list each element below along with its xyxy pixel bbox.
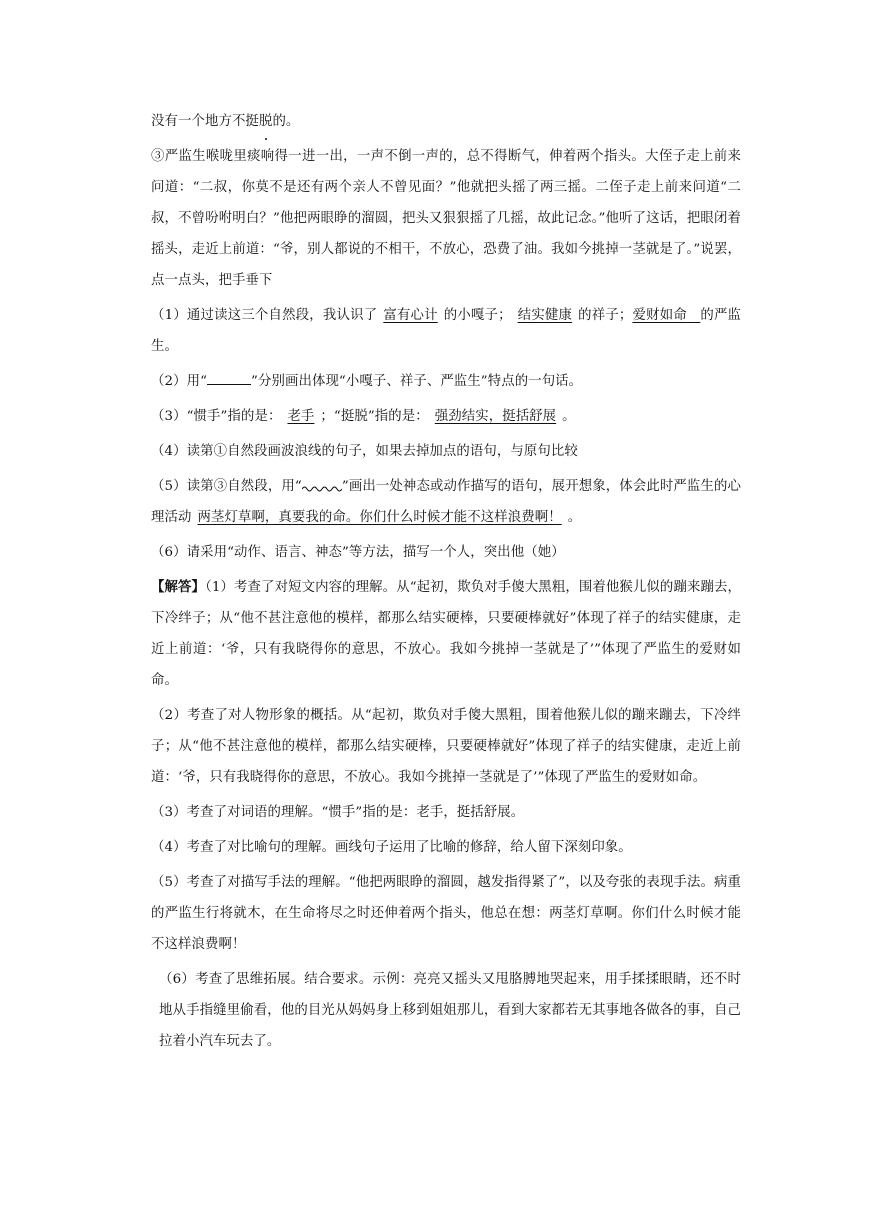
question-3 (151, 401, 741, 432)
answer-2: （2）考查了对人物形象的概括。从“起初，欺负对手傻大黑粗，围着他猴儿似的蹦来蹦去，下冷绊子；从“他不甚注意他的模样，都那么结实硬棒，只要硬棒就好”体现了祥子的结实健康，走近上前道：‘爷，只有我晓得你的意思，不放心。我如今挑掉一茎就是了’”体现了严监生的爱财如命。 (151, 708, 741, 785)
answer-3: （3）考查了对词语的理解。“惯手”指的是：老手，挺括舒展。 (151, 805, 525, 820)
question-2 (151, 366, 741, 397)
answer-6: （6）考查了思维拓展。结合要求。示例：亮亮又摇头又甩胳膊地哭起来，用手揉揉眼睛，还不时地从手指缝里偷看，他的目光从妈妈身上移到姐姐那儿，看到大家都若无其事地各做各的事，自己拉着小汽车玩去了。 (159, 972, 741, 1049)
q2-tail: ”分别画出体现“小嘎子、祥子、严监生”特点的一句话。 (251, 374, 583, 389)
q1-tail: 的严监生。 (151, 308, 742, 354)
q5-mid: ”画出一处神态或动作描写的语句，展开想象，体会此时严监生的心理活动 (151, 479, 741, 525)
q1-answer-1: 富有心计 (383, 308, 438, 323)
q5-tail: 。 (567, 510, 582, 525)
answer-heading: 【解答】 (151, 579, 206, 595)
q5-answer: 两茎灯草啊，真要我的命。你们什么时候才能不这样浪费啊！ (197, 510, 562, 525)
q2-lead: （2）用“ (151, 374, 208, 389)
intro-line (151, 106, 741, 137)
q3-lead: （3）“惯手”指的是： (151, 409, 282, 424)
intro-text: 没有一个地方不挺 (151, 114, 259, 129)
q1-answer-3: 爱财如命 (632, 308, 687, 323)
wavy-line-symbol (302, 480, 342, 490)
document-content (151, 106, 741, 1061)
intro-tail: 的。 (272, 114, 300, 129)
q3-answer-1: 老手 (287, 409, 315, 424)
answer-1 (151, 572, 741, 696)
question-6: （6）请采用“动作、语言、神态”等方法，描写一个人，突出他（她） (151, 545, 565, 560)
q1-answer-3-pad (687, 308, 700, 323)
emphasis-dot-char: 脱 (259, 106, 273, 137)
q3-mid: ；“挺脱”指的是： (320, 409, 429, 424)
answer-1-text: （1）考查了对短文内容的理解。从“起初，欺负对手傻大黑粗，围着他猴儿似的蹦来蹦去，下冷绊子；从“他不甚注意他的模样，都那么结实硬棒，只要硬棒就好”体现了祥子的结实健康，走近上前道：‘爷，只有我晓得你的意思，不放心。我如今挑掉一茎就是了’”体现了严监生的爱财如命。 (151, 580, 741, 688)
question-4: （4）读第①自然段画波浪线的句子，如果去掉加点的语句，与原句比较 (151, 444, 578, 459)
q3-answer-2: 强劲结实，挺括舒展 (434, 409, 557, 424)
q3-tail: 。 (562, 409, 576, 424)
answer-5: （5）考查了对描写手法的理解。“他把两眼睁的溜圆，越发指得紧了”，以及夸张的表现手法。病重的严监生行将就木，在生命将尽之时还伸着两个指头，他总在想：两茎灯草啊。你们什么时候才能不这样浪费啊！ (151, 875, 741, 952)
q1-mid-2: 的祥子； (578, 308, 633, 323)
answer-4: （4）考查了对比喻句的理解。画线句子运用了比喻的修辞，给人留下深刻印象。 (151, 840, 632, 855)
underline-blank-symbol (207, 370, 251, 385)
question-1 (151, 300, 741, 362)
q1-mid-1: 的小嘎子； (443, 308, 512, 323)
question-5 (151, 471, 741, 533)
paragraph-3: ③严监生喉咙里痰响得一进一出，一声不倒一声的，总不得断气，伸着两个指头。大侄子走上前来问道：“二叔，你莫不是还有两个亲人不曾见面？”他就把头摇了两三摇。二侄子走上前来问道“二叔，不曾吩咐明白？”他把两眼睁的溜圆，把头又狠狠摇了几摇，故此记念。”他听了这话，把眼闭着摇头，走近上前道：“爷，别人都说的不相干，不放心，恐费了油。我如今挑掉一茎就是了。”说罢，点一点头，把手垂下 (151, 149, 741, 288)
q5-lead: （5）读第③自然段，用“ (151, 479, 302, 494)
q1-answer-2: 结实健康 (517, 308, 573, 323)
q1-lead: （1）通过读这三个自然段，我认识了 (151, 308, 378, 323)
